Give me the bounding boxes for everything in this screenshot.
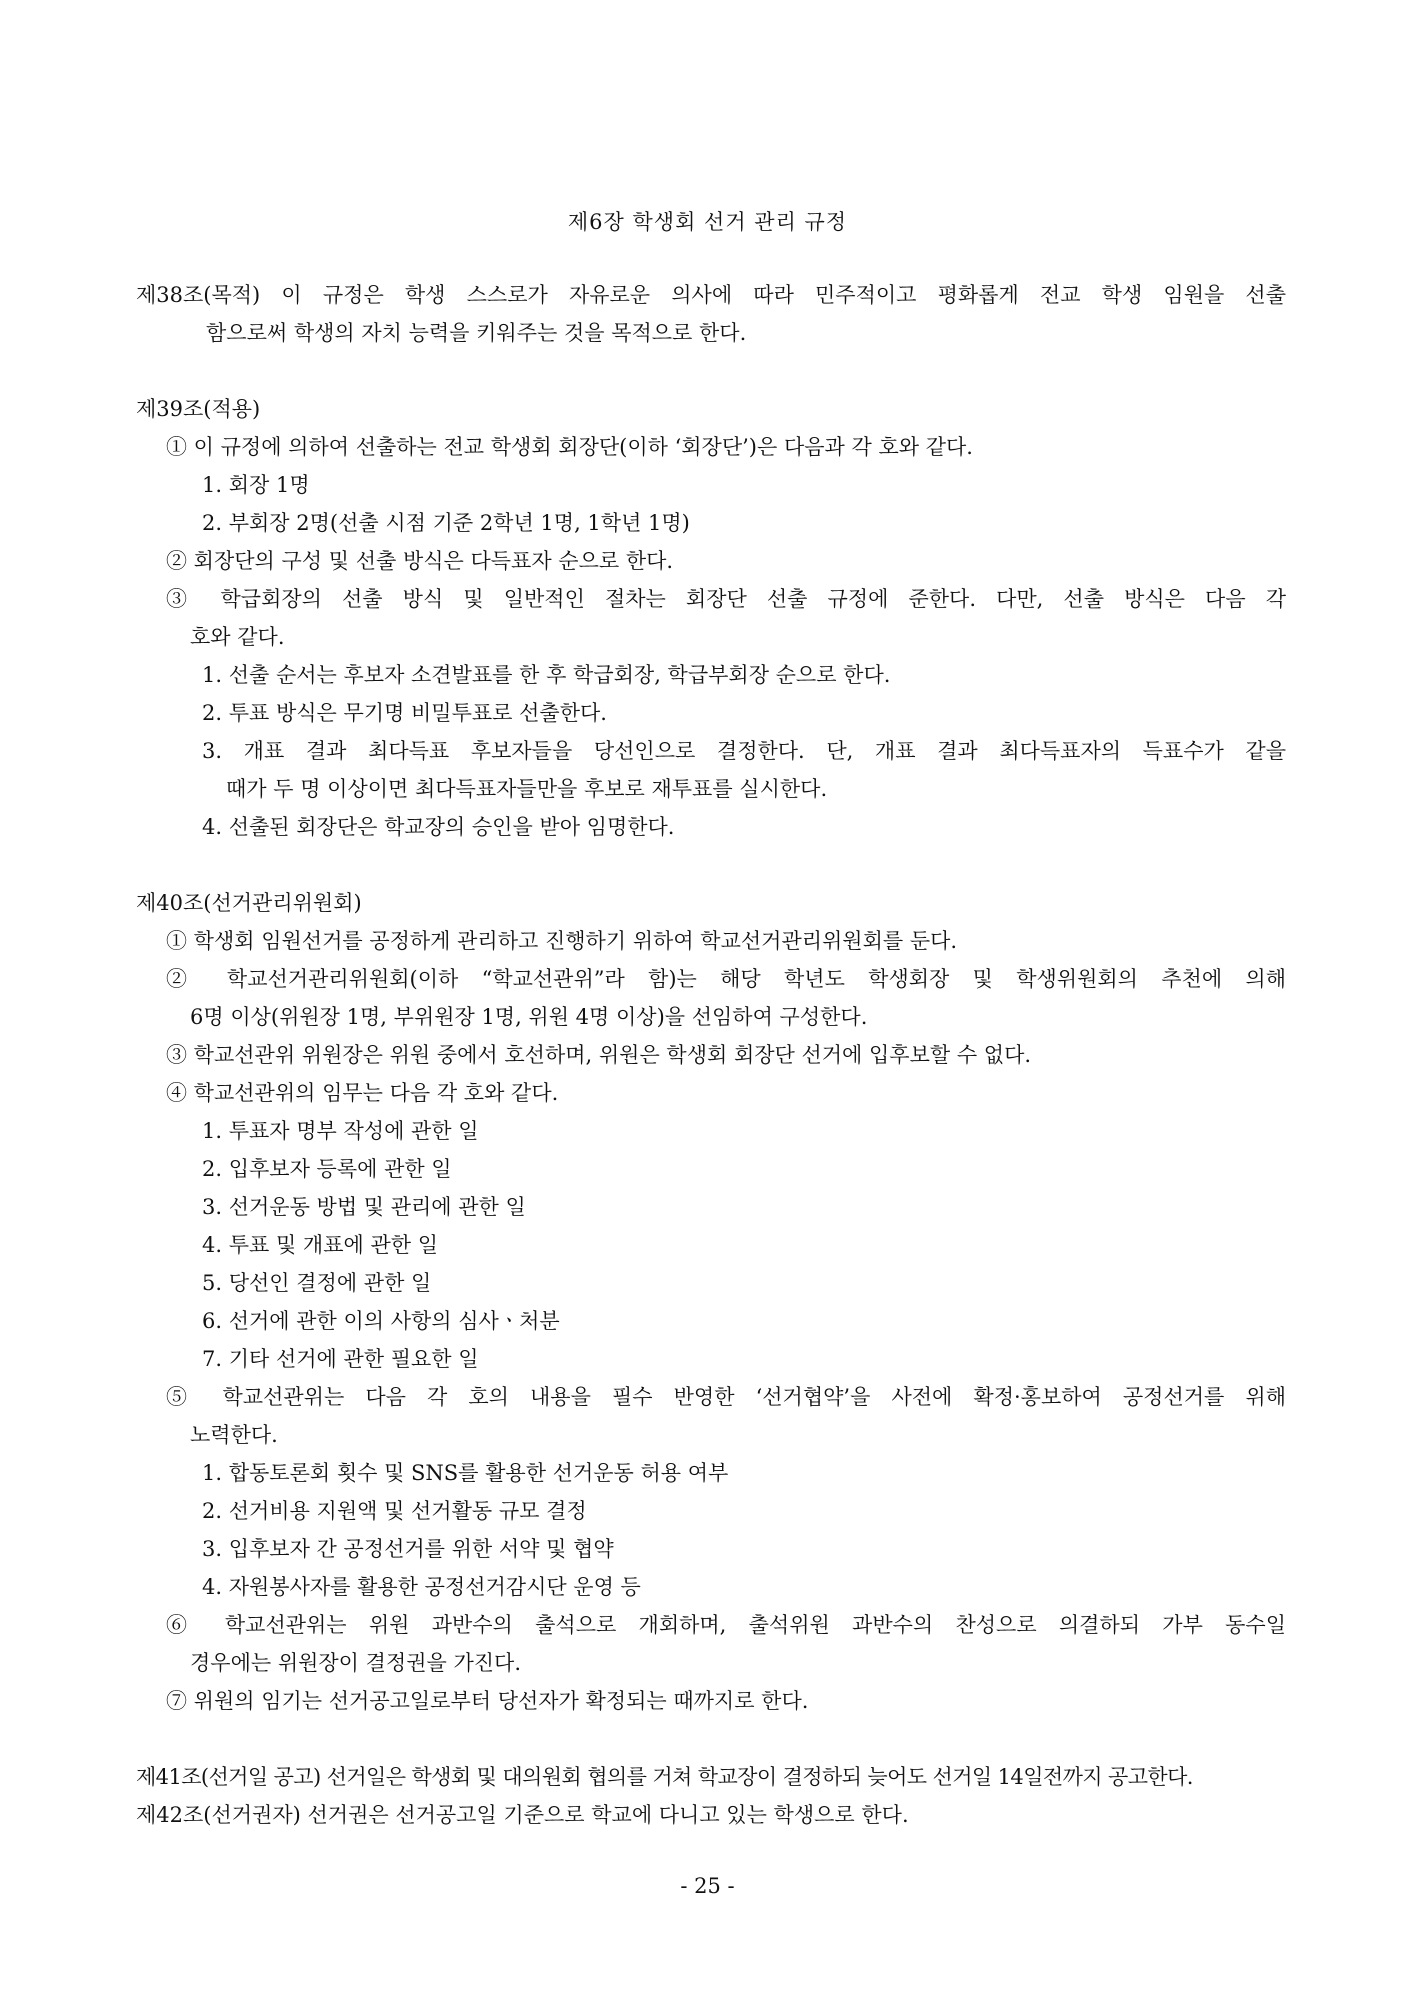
- article-40-clause-5-item-1: 1. 합동토론회 횟수 및 SNS를 활용한 선거운동 허용 여부: [202, 1461, 729, 1485]
- article-40-clause-4-item-6: 6. 선거에 관한 이의 사항의 심사ㆍ처분: [202, 1309, 560, 1333]
- article-40-clause-2-line-2: 6명 이상(위원장 1명, 부위원장 1명, 위원 4명 이상)을 선임하여 구성한다.: [190, 1005, 868, 1029]
- article-40-clause-3: ③ 학교선관위 위원장은 위원 중에서 호선하며, 위원은 학생회 회장단 선거에 입후보할 수 없다.: [166, 1043, 1032, 1067]
- article-40-clause-4-item-7: 7. 기타 선거에 관한 필요한 일: [202, 1347, 479, 1371]
- article-40-clause-5-item-2: 2. 선거비용 지원액 및 선거활동 규모 결정: [202, 1499, 587, 1523]
- article-40-clause-1: ① 학생회 임원선거를 공정하게 관리하고 진행하기 위하여 학교선거관리위원회를 둔다.: [166, 929, 958, 953]
- article-40-clause-4-item-3: 3. 선거운동 방법 및 관리에 관한 일: [202, 1195, 526, 1219]
- article-40-clause-5-item-4: 4. 자원봉사자를 활용한 공정선거감시단 운영 등: [202, 1575, 641, 1599]
- page-number: - 25 -: [680, 1874, 735, 1898]
- article-39-clause-3-item-2: 2. 투표 방식은 무기명 비밀투표로 선출한다.: [202, 701, 607, 725]
- article-40-clause-6-line-2: 경우에는 위원장이 결정권을 가진다.: [190, 1651, 521, 1675]
- article-40-clause-5-line-2: 노력한다.: [190, 1423, 278, 1447]
- article-38-line-1: 제38조(목적) 이 규정은 학생 스스로가 자유로운 의사에 따라 민주적이고 평화롭게 전교 학생 임원을 선출: [136, 283, 1286, 307]
- article-40-clause-4-item-1: 1. 투표자 명부 작성에 관한 일: [202, 1119, 479, 1143]
- article-39-clause-1-item-2: 2. 부회장 2명(선출 시점 기준 2학년 1명, 1학년 1명): [202, 511, 690, 535]
- article-40-clause-4-item-4: 4. 투표 및 개표에 관한 일: [202, 1233, 438, 1257]
- spacer: [136, 1720, 1286, 1758]
- article-40-heading: 제40조(선거관리위원회): [136, 891, 362, 915]
- article-40-clause-7: ⑦ 위원의 임기는 선거공고일로부터 당선자가 확정되는 때까지로 한다.: [166, 1689, 809, 1713]
- chapter-title: 제6장 학생회 선거 관리 규정: [567, 210, 848, 234]
- article-40-clause-2-line-1: ② 학교선거관리위원회(이하 “학교선관위”라 함)는 해당 학년도 학생회장 및 학생위원회의 추천에 의해: [166, 967, 1286, 991]
- article-40-clause-5-item-3: 3. 입후보자 간 공정선거를 위한 서약 및 협약: [202, 1537, 614, 1561]
- article-39-clause-3-line-1: ③ 학급회장의 선출 방식 및 일반적인 절차는 회장단 선출 규정에 준한다. 다만, 선출 방식은 다음 각: [166, 587, 1286, 611]
- article-39-clause-3-item-3-line-2: 때가 두 명 이상이면 최다득표자들만을 후보로 재투표를 실시한다.: [226, 777, 828, 801]
- spacer: [136, 846, 1286, 884]
- article-40-clause-6-line-1: ⑥ 학교선관위는 위원 과반수의 출석으로 개회하며, 출석위원 과반수의 찬성으로 의결하되 가부 동수일: [166, 1613, 1286, 1637]
- article-41: 제41조(선거일 공고) 선거일은 학생회 및 대의원회 협의를 거쳐 학교장이 결정하되 늦어도 선거일 14일전까지 공고한다.: [136, 1765, 1193, 1789]
- document-body: [136, 276, 1286, 1834]
- article-40-clause-4-item-2: 2. 입후보자 등록에 관한 일: [202, 1157, 452, 1181]
- article-40-clause-4: ④ 학교선관위의 임무는 다음 각 호와 같다.: [166, 1081, 559, 1105]
- article-38-line-2: 함으로써 학생의 자치 능력을 키워주는 것을 목적으로 한다.: [206, 321, 747, 345]
- article-39-clause-1: ① 이 규정에 의하여 선출하는 전교 학생회 회장단(이하 ‘회장단’)은 다음과 각 호와 같다.: [166, 435, 973, 459]
- article-39-clause-3-item-1: 1. 선출 순서는 후보자 소견발표를 한 후 학급회장, 학급부회장 순으로 한다.: [202, 663, 891, 687]
- article-39-clause-1-item-1: 1. 회장 1명: [202, 473, 310, 497]
- article-40-clause-5-line-1: ⑤ 학교선관위는 다음 각 호의 내용을 필수 반영한 ‘선거협약’을 사전에 확정·홍보하여 공정선거를 위해: [166, 1385, 1286, 1409]
- article-39-clause-3-line-2: 호와 같다.: [190, 625, 285, 649]
- article-39-heading: 제39조(적용): [136, 397, 261, 421]
- article-39-clause-3-item-3-line-1: 3. 개표 결과 최다득표 후보자들을 당선인으로 결정한다. 단, 개표 결과 최다득표자의 득표수가 같을: [202, 739, 1286, 763]
- article-39-clause-2: ② 회장단의 구성 및 선출 방식은 다득표자 순으로 한다.: [166, 549, 674, 573]
- spacer: [136, 352, 1286, 390]
- article-39-clause-3-item-4: 4. 선출된 회장단은 학교장의 승인을 받아 임명한다.: [202, 815, 675, 839]
- article-40-clause-4-item-5: 5. 당선인 결정에 관한 일: [202, 1271, 432, 1295]
- article-42: 제42조(선거권자) 선거권은 선거공고일 기준으로 학교에 다니고 있는 학생으로 한다.: [136, 1803, 909, 1827]
